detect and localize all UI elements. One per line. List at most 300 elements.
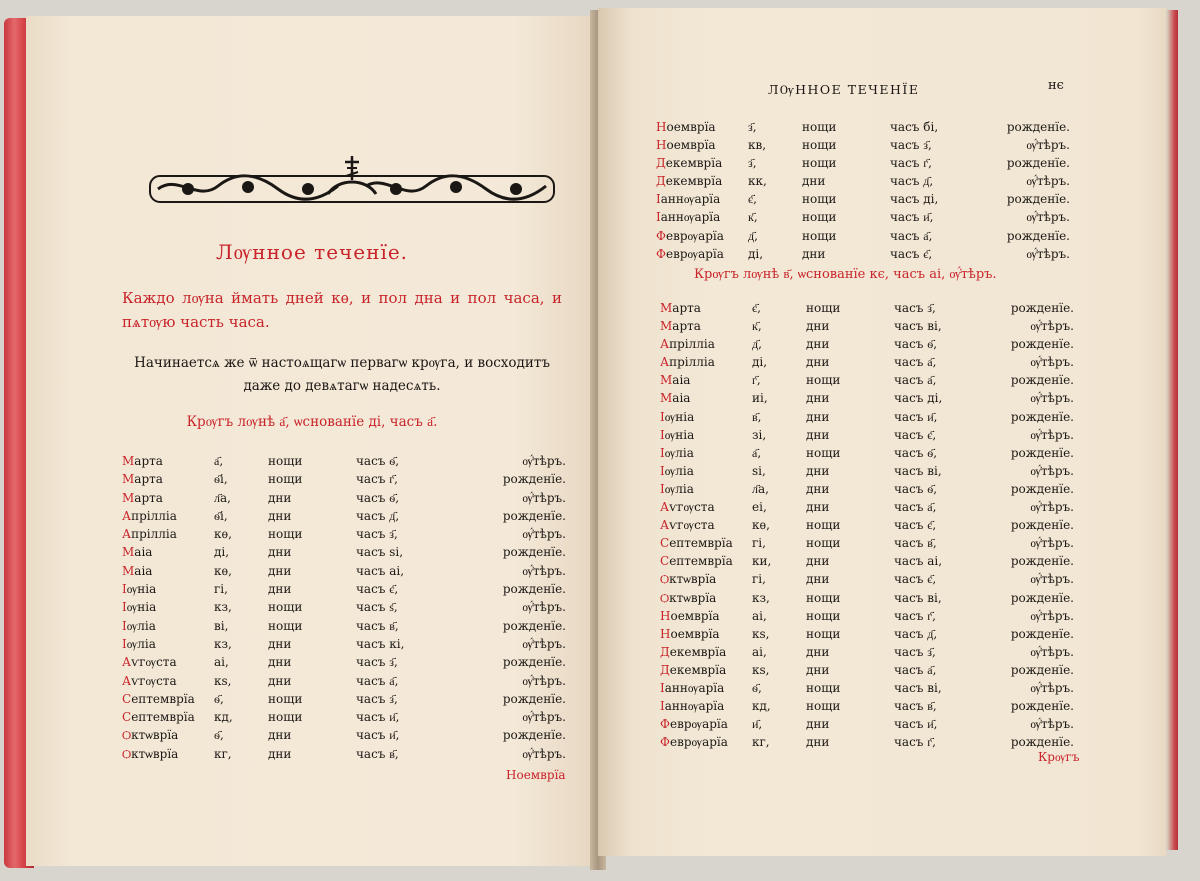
month-name: ѵгѹста (669, 500, 715, 515)
hour-cell: часъ ві, (894, 680, 942, 695)
catchword-right: Крѹгъ (1038, 750, 1080, 764)
table-row (656, 227, 1070, 245)
day-number: аі, (752, 644, 767, 659)
month-initial: А (660, 337, 670, 352)
time-of-day: нощи (806, 699, 841, 714)
event-cell: рожденїе. (502, 508, 566, 523)
day-number: аі, (752, 608, 767, 623)
month-cell (122, 635, 214, 653)
right-page (598, 8, 1166, 856)
month-cell (122, 690, 214, 708)
hour-cell: часъ з҃, (894, 301, 936, 315)
month-name: аіа (134, 545, 153, 560)
month-initial: І (660, 409, 665, 424)
table-row (660, 733, 1074, 751)
month-cell (660, 534, 752, 552)
month-cell (660, 661, 752, 679)
hour-cell: часъ з҃, (890, 138, 932, 153)
table-row (122, 653, 566, 671)
day-number: зі, (752, 427, 767, 442)
month-initial: І (122, 600, 127, 615)
table-row (122, 562, 566, 580)
time-of-day: нощи (806, 445, 841, 460)
month-name: ѹліа (664, 463, 694, 478)
hour-cell: часъ ді, (890, 192, 939, 207)
month-cell (660, 679, 752, 697)
month-cell (122, 653, 214, 671)
time-of-day: дни (806, 319, 830, 334)
month-cell (122, 617, 214, 635)
month-name: аннѹарїа (664, 699, 725, 714)
time-of-day: нощи (806, 536, 841, 551)
table-row (122, 598, 566, 616)
day-number: кѕ, (752, 662, 770, 677)
month-initial: Ѻ (660, 590, 670, 605)
month-name: ептемврїа (131, 691, 195, 706)
hour-cell: часъ ві, (894, 319, 942, 334)
hour-cell: часъ є҃, (890, 246, 933, 261)
day-number: кд, (752, 699, 771, 714)
month-initial: Н (656, 120, 667, 134)
time-of-day: дни (806, 572, 830, 587)
table-row (660, 697, 1074, 715)
catchword: Ноемврїа (506, 768, 566, 782)
table-row (656, 118, 1070, 136)
event-cell: ѹ҆́тѣръ. (522, 527, 566, 542)
day-number: еі, (752, 500, 767, 515)
month-name: ѹліа (126, 618, 156, 633)
month-cell (122, 489, 214, 507)
month-name: ѹліа (126, 636, 156, 651)
month-cell (660, 408, 752, 426)
month-initial: Д (656, 156, 666, 171)
table-row (660, 480, 1074, 498)
month-name: ептемврїа (669, 554, 733, 569)
month-name: арта (134, 454, 163, 468)
month-initial: А (660, 500, 670, 515)
hour-cell: часъ и҃, (894, 717, 938, 732)
hour-cell: часъ з҃, (356, 691, 398, 706)
month-name: арта (134, 490, 163, 505)
hour-cell: часъ в҃, (356, 618, 399, 633)
month-cell (660, 317, 752, 335)
month-cell (122, 672, 214, 690)
event-cell: ѹ҆́тѣръ. (1030, 572, 1074, 587)
table-row (660, 498, 1074, 516)
month-cell (660, 353, 752, 371)
month-name: ѹніа (126, 582, 157, 597)
day-number: д҃, (748, 228, 758, 243)
event-cell: ѹ҆́тѣръ. (1030, 319, 1074, 334)
event-cell: рожденїе. (502, 472, 566, 487)
month-cell (660, 733, 752, 751)
month-initial: А (660, 518, 670, 533)
hour-cell: часъ д҃, (894, 626, 938, 641)
table-row (660, 444, 1074, 462)
table-row (660, 552, 1074, 570)
circle-heading: Крѹгъ лѹнѣ а҃, ѡснованїе ді, часъ а҃. (186, 414, 438, 430)
month-initial: Ф (660, 735, 670, 750)
running-header: ЛѸННОЕ ТЕЧЕНЇЕ (768, 82, 920, 97)
time-of-day: дни (268, 545, 292, 560)
event-cell: ѹ҆́тѣръ. (522, 490, 566, 505)
event-cell: ѹ҆́тѣръ. (522, 563, 566, 578)
month-initial: С (660, 536, 670, 551)
day-number: ѳ҃, (214, 691, 224, 706)
month-name: ктѡврїа (131, 728, 179, 743)
event-cell: рожденїе. (1010, 445, 1074, 460)
table-row (660, 371, 1074, 389)
time-of-day: нощи (268, 618, 303, 633)
table-row (656, 172, 1070, 190)
day-number: к҃, (752, 319, 762, 334)
hour-cell: часъ г҃, (890, 156, 932, 171)
table-row (656, 190, 1070, 208)
day-number: кз, (752, 590, 770, 605)
month-name: ѵгѹста (131, 673, 177, 688)
month-name: еврѹарїа (665, 246, 724, 261)
month-initial: І (122, 618, 127, 633)
time-of-day: нощи (806, 301, 841, 315)
month-initial: М (122, 490, 135, 505)
table-row (660, 570, 1074, 588)
time-of-day: дни (806, 662, 830, 677)
event-cell: ѹ҆́тѣръ. (1030, 391, 1074, 406)
time-of-day: дни (806, 481, 830, 496)
month-name: аннѹарїа (660, 192, 721, 207)
table-row (660, 625, 1074, 643)
hour-cell: часъ ві, (894, 463, 942, 478)
month-name: ѹліа (664, 445, 694, 460)
table-row (660, 335, 1074, 353)
month-initial: І (660, 463, 665, 478)
month-cell (656, 190, 748, 208)
table-row (660, 426, 1074, 444)
event-cell: рожденїе. (502, 545, 566, 560)
lunar-table-left (122, 452, 566, 763)
month-name: екемврїа (665, 156, 723, 171)
time-of-day: дни (806, 500, 830, 515)
day-number: кѳ, (214, 563, 232, 578)
event-cell: рожденїе. (1010, 590, 1074, 605)
time-of-day: нощи (806, 590, 841, 605)
month-cell (660, 480, 752, 498)
month-cell (122, 452, 214, 470)
day-number: є҃, (752, 301, 761, 315)
month-cell (660, 498, 752, 516)
hour-cell: часъ є҃, (894, 427, 937, 442)
day-number: л҃а, (752, 481, 769, 496)
month-initial: І (660, 427, 665, 442)
table-row (122, 525, 566, 543)
day-number: кѳ, (214, 527, 232, 542)
month-initial: С (660, 554, 670, 569)
table-row (122, 690, 566, 708)
day-number: ѕі, (752, 463, 766, 478)
month-cell (122, 745, 214, 763)
table-row (122, 543, 566, 561)
table-row (656, 136, 1070, 154)
month-initial: Ѻ (660, 572, 670, 587)
month-initial: І (656, 210, 661, 225)
month-cell (660, 607, 752, 625)
table-row (656, 208, 1070, 226)
month-cell (656, 136, 748, 154)
time-of-day: дни (806, 409, 830, 424)
day-number: ді, (748, 246, 764, 261)
month-initial: І (122, 636, 127, 651)
table-row (660, 607, 1074, 625)
hour-cell: часъ аі, (356, 563, 405, 578)
month-initial: Н (660, 608, 671, 623)
month-name: оемврїа (670, 608, 720, 623)
event-cell: рожденїе. (1006, 192, 1070, 207)
day-number: гі, (752, 536, 766, 551)
month-name: еврѹарїа (669, 717, 728, 732)
month-cell (660, 389, 752, 407)
intro-text: Начинаетсѧ же ѿ настоѧщагѡ первагѡ крѹга, и восходитъ даже до девѧтагѡ надесѧть. (134, 355, 550, 394)
month-initial: І (656, 192, 661, 207)
time-of-day: дни (268, 746, 292, 761)
month-cell (660, 625, 752, 643)
day-number: кѕ, (752, 626, 770, 641)
month-initial: М (122, 563, 135, 578)
time-of-day: нощи (806, 518, 841, 533)
event-cell: рожденїе. (502, 728, 566, 743)
time-of-day: дни (268, 508, 292, 523)
day-number: кг, (752, 735, 770, 750)
month-name: аіа (672, 373, 691, 388)
month-name: прілліа (669, 337, 715, 352)
event-cell: рожденїе. (502, 618, 566, 633)
day-number: ві, (214, 618, 229, 633)
event-cell: ѹ҆́тѣръ. (1030, 427, 1074, 442)
month-name: оемврїа (670, 626, 720, 641)
day-number: ді, (752, 355, 768, 370)
time-of-day: нощи (268, 472, 303, 487)
hour-cell: часъ и҃, (356, 728, 400, 743)
time-of-day: нощи (268, 600, 303, 615)
event-cell: ѹ҆́тѣръ. (522, 673, 566, 688)
table-row (656, 245, 1070, 263)
month-name: аіа (134, 563, 153, 578)
month-cell (660, 335, 752, 353)
month-initial: С (122, 710, 132, 725)
month-name: ктѡврїа (669, 572, 717, 587)
month-initial: Н (656, 138, 667, 153)
month-initial: І (122, 582, 127, 597)
day-number: з҃, (748, 156, 757, 171)
hour-cell: часъ в҃, (894, 699, 937, 714)
month-cell (660, 715, 752, 733)
event-cell: ѹ҆́тѣръ. (1030, 536, 1074, 551)
month-cell (660, 462, 752, 480)
month-initial: І (660, 699, 665, 714)
table-row (122, 489, 566, 507)
time-of-day: нощи (806, 680, 841, 695)
table-row (122, 708, 566, 726)
month-initial: Ф (656, 228, 666, 243)
time-of-day: дни (268, 636, 292, 651)
day-number: кг, (214, 746, 232, 761)
time-of-day: нощи (268, 710, 303, 725)
month-initial: Ѻ (122, 746, 132, 761)
event-cell: ѹ҆́тѣръ. (1030, 355, 1074, 370)
time-of-day: нощи (802, 120, 837, 134)
event-cell: ѹ҆́тѣръ. (1030, 463, 1074, 478)
table-row (660, 516, 1074, 534)
month-initial: Н (660, 626, 671, 641)
left-page (26, 16, 598, 866)
event-cell: ѹ҆́тѣръ. (1026, 246, 1070, 261)
hour-cell: часъ г҃, (356, 472, 398, 487)
month-cell (656, 118, 748, 136)
month-name: прілліа (669, 355, 715, 370)
month-name: екемврїа (669, 662, 727, 677)
month-name: ептемврїа (669, 536, 733, 551)
table-row (122, 726, 566, 744)
lunar-table-right-bottom (660, 299, 1074, 751)
table-row (122, 635, 566, 653)
day-number: гі, (214, 582, 228, 597)
month-name: прілліа (131, 508, 177, 523)
day-number: кк, (748, 174, 767, 189)
month-cell (660, 299, 752, 317)
event-cell: ѹ҆́тѣръ. (522, 636, 566, 651)
hour-cell: часъ ѳ҃, (356, 490, 400, 505)
month-initial: І (660, 680, 665, 695)
hour-cell: часъ и҃, (356, 710, 400, 725)
month-cell (656, 208, 748, 226)
time-of-day: нощи (802, 138, 837, 153)
hour-cell: часъ д҃, (890, 174, 934, 189)
hour-cell: часъ ді, (894, 391, 943, 406)
month-initial: М (122, 545, 135, 560)
day-number: г҃, (752, 373, 761, 388)
month-initial: Ф (656, 246, 666, 261)
time-of-day: нощи (802, 228, 837, 243)
event-cell: ѹ҆́тѣръ. (522, 600, 566, 615)
hour-cell: часъ кі, (356, 636, 405, 651)
month-name: ептемврїа (131, 710, 195, 725)
time-of-day: дни (806, 391, 830, 406)
time-of-day: дни (806, 355, 830, 370)
month-name: оемврїа (666, 120, 716, 134)
month-initial: М (660, 373, 673, 388)
month-cell (660, 697, 752, 715)
time-of-day: дни (268, 563, 292, 578)
table-row (660, 534, 1074, 552)
time-of-day: нощи (268, 691, 303, 706)
month-name: еврѹарїа (665, 228, 724, 243)
event-cell: рожденїе. (502, 655, 566, 670)
page-title: Лѹнное теченїе. (215, 240, 409, 264)
day-number: ѳ҃, (214, 728, 224, 743)
table-row (660, 408, 1074, 426)
day-number: кѕ, (214, 673, 232, 688)
month-cell (122, 507, 214, 525)
time-of-day: нощи (806, 608, 841, 623)
month-initial: Д (660, 662, 670, 677)
hour-cell: часъ ѕі, (356, 545, 404, 560)
month-name: оемврїа (666, 138, 716, 153)
day-number: кв, (748, 138, 767, 153)
time-of-day: дни (802, 246, 826, 261)
month-initial: І (660, 481, 665, 496)
day-number: ки, (752, 554, 772, 569)
event-cell: ѹ҆́тѣръ. (522, 710, 566, 725)
day-number: аі, (214, 655, 229, 670)
hour-cell: часъ є҃, (894, 572, 937, 587)
time-of-day: дни (268, 728, 292, 743)
month-cell (660, 643, 752, 661)
hour-cell: часъ ві, (894, 590, 942, 605)
month-cell (122, 562, 214, 580)
month-cell (656, 172, 748, 190)
month-initial: Д (656, 174, 666, 189)
table-row (656, 154, 1070, 172)
month-cell (122, 470, 214, 488)
month-cell (122, 543, 214, 561)
hour-cell: часъ з҃, (356, 527, 398, 542)
table-row (122, 672, 566, 690)
time-of-day: дни (806, 554, 830, 569)
day-number: л҃а, (214, 490, 231, 505)
event-cell: рожденїе. (1010, 518, 1074, 533)
event-cell: рожденїе. (502, 582, 566, 597)
page-number: нє (1048, 78, 1064, 93)
month-initial: А (122, 508, 132, 523)
event-cell: ѹ҆́тѣръ. (1026, 210, 1070, 225)
hour-cell: часъ а҃, (890, 228, 933, 243)
table-row (660, 299, 1074, 317)
day-number: и҃, (752, 717, 763, 732)
hour-cell: часъ а҃, (894, 355, 937, 370)
time-of-day: нощи (806, 626, 841, 641)
event-cell: ѹ҆́тѣръ. (1026, 174, 1070, 189)
hour-cell: часъ а҃, (356, 673, 399, 688)
month-name: ѵгѹста (131, 655, 177, 670)
table-row (660, 389, 1074, 407)
month-cell (656, 245, 748, 263)
table-row (660, 317, 1074, 335)
hour-cell: часъ г҃, (894, 735, 936, 750)
day-number: в҃, (752, 409, 762, 424)
hour-cell: часъ бі, (890, 120, 939, 134)
day-number: кѳ, (752, 518, 770, 533)
month-initial: М (660, 391, 673, 406)
month-name: екемврїа (665, 174, 723, 189)
table-row (660, 353, 1074, 371)
day-number: з҃, (748, 120, 757, 134)
event-cell: рожденїе. (1010, 409, 1074, 424)
hour-cell: часъ а҃, (894, 662, 937, 677)
time-of-day: дни (268, 655, 292, 670)
event-cell: рожденїе. (502, 691, 566, 706)
month-name: ѹніа (664, 427, 695, 442)
lunar-table-right-top (656, 118, 1070, 263)
hour-cell: часъ в҃, (356, 746, 399, 761)
month-initial: С (122, 691, 132, 706)
hour-cell: часъ ѕ҃, (356, 600, 398, 615)
event-cell: рожденїе. (1010, 301, 1074, 315)
day-number: гі, (752, 572, 766, 587)
month-initial: М (660, 301, 673, 315)
event-cell: рожденїе. (1010, 337, 1074, 352)
time-of-day: дни (806, 427, 830, 442)
event-cell: ѹ҆́тѣръ. (1030, 680, 1074, 695)
month-name: прілліа (131, 527, 177, 542)
